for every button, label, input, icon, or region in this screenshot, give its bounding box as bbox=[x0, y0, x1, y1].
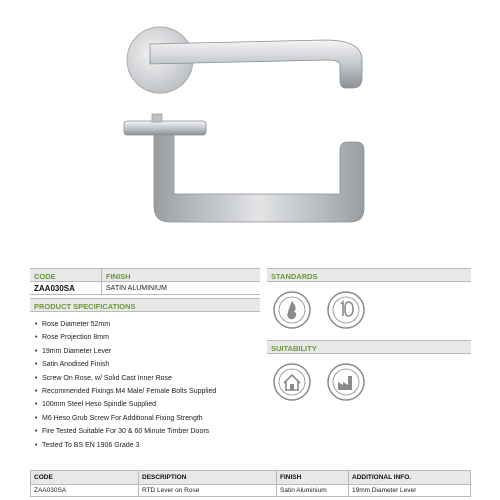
code-header: CODE bbox=[30, 269, 102, 281]
column-header-code: CODE bbox=[31, 471, 139, 485]
spec-item: • Rose Projection 8mm bbox=[30, 331, 260, 344]
column-header-description: DESCRIPTION bbox=[139, 471, 277, 485]
table-cell: RTD Lever on Rose bbox=[139, 485, 277, 497]
spec-item: • Fire Tested Suitable For 30 & 60 Minute Timber Doors bbox=[30, 425, 260, 438]
spec-item: • Tested To BS EN 1906 Grade 3 bbox=[30, 439, 260, 452]
code-value-row bbox=[30, 282, 260, 295]
10-year-guarantee-badge-icon bbox=[326, 290, 366, 330]
domestic-use-badge-icon bbox=[272, 362, 312, 402]
product-table bbox=[30, 470, 471, 497]
table-cell: 19mm Diameter Lever bbox=[349, 485, 471, 497]
commercial-use-badge-icon bbox=[326, 362, 366, 402]
table-cell: Satin Aluminium bbox=[277, 485, 349, 497]
specifications-list bbox=[30, 318, 260, 452]
column-header-finish: FINISH bbox=[277, 471, 349, 485]
specifications-header: PRODUCT SPECIFICATIONS bbox=[30, 298, 260, 312]
lever-front-view bbox=[127, 27, 362, 93]
fire-rated-badge-icon bbox=[272, 290, 312, 330]
spec-item: • 100mm Steel Heso Spindle Supplied bbox=[30, 398, 260, 411]
spec-item: • Rose Diameter 52mm bbox=[30, 318, 260, 331]
spec-item: • 19mm Diameter Lever bbox=[30, 345, 260, 358]
product-finish: SATIN ALUMINIUM bbox=[106, 285, 167, 292]
spec-item: • Recommended Fixings M4 Male/ Female Bolts Supplied bbox=[30, 385, 260, 398]
table-header-row bbox=[31, 471, 471, 485]
code-header-row bbox=[30, 268, 260, 282]
suitability-header: SUITABILITY bbox=[267, 340, 471, 354]
standards-header: STANDARDS bbox=[267, 268, 471, 282]
finish-header: FINISH bbox=[106, 272, 131, 281]
product-image bbox=[110, 18, 400, 250]
table-row bbox=[31, 485, 471, 497]
spec-item: • Satin Anodised Finish bbox=[30, 358, 260, 371]
column-header-additional-info: ADDITIONAL INFO. bbox=[349, 471, 471, 485]
product-info bbox=[30, 268, 260, 452]
spec-item: • M6 Heso Grub Screw For Additional Fixing Strength bbox=[30, 412, 260, 425]
spec-item: • Screw On Rose, w/ Solid Cast Inner Rose bbox=[30, 372, 260, 385]
suitability-badges bbox=[267, 354, 471, 412]
table-cell: ZAA030SA bbox=[31, 485, 139, 497]
standards-badges bbox=[267, 282, 471, 340]
lever-side-view bbox=[124, 114, 364, 222]
standards-suitability bbox=[267, 268, 471, 412]
product-code: ZAA030SA bbox=[30, 282, 102, 294]
